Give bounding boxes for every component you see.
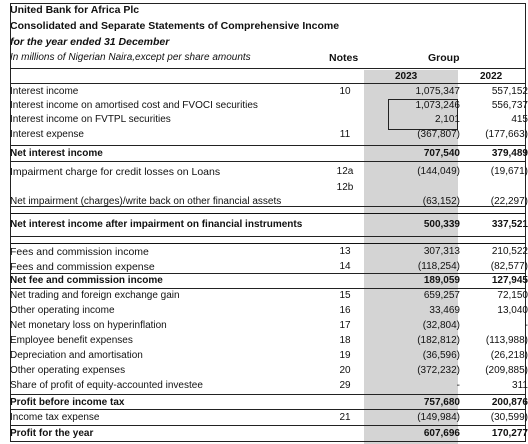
- rule: [10, 273, 526, 274]
- value-2023: 307,313: [423, 246, 460, 257]
- value-2023: (367,807): [417, 129, 460, 140]
- value-2022: (113,988): [485, 335, 528, 346]
- row-label: Other operating income: [10, 305, 115, 316]
- value-2023: -: [456, 380, 460, 391]
- row-note: 13: [339, 246, 351, 257]
- row-note: 12a: [336, 166, 354, 177]
- value-2023: (372,232): [417, 365, 460, 376]
- row-label: Fees and commission income: [10, 246, 149, 258]
- value-2023: 659,257: [423, 290, 460, 301]
- value-2022: 13,040: [497, 305, 528, 316]
- group-header: Group: [428, 52, 460, 64]
- row-note: 11: [339, 129, 351, 140]
- value-2023: 707,540: [423, 148, 460, 159]
- company-name: United Bank for Africa Plc: [10, 4, 140, 16]
- row-label: Interest expense: [10, 129, 84, 140]
- rule: [10, 236, 526, 237]
- rule: [10, 243, 526, 244]
- value-2022: (30,599): [490, 412, 528, 423]
- value-2023: (182,812): [417, 335, 460, 346]
- value-2023: 500,339: [423, 219, 460, 230]
- row-label: Impairment charge for credit losses on Loans: [10, 166, 221, 178]
- row-note: 10: [339, 86, 351, 97]
- value-2022: (177,663): [485, 129, 528, 140]
- value-2022: 200,876: [491, 397, 528, 408]
- row-label: Interest income on FVTPL securities: [10, 114, 171, 125]
- value-2022: (22,297): [490, 196, 528, 207]
- row-label: Other operating expenses: [10, 365, 126, 376]
- rule: [10, 288, 526, 289]
- row-note: 17: [339, 320, 351, 331]
- value-2022: 337,521: [491, 219, 528, 230]
- rule: [10, 441, 526, 442]
- row-note: 19: [339, 350, 351, 361]
- value-2023: (63,152): [422, 196, 460, 207]
- value-2023: 189,059: [423, 275, 460, 286]
- row-note: 14: [339, 261, 351, 272]
- value-2023: (144,049): [417, 166, 460, 177]
- rule: [10, 161, 526, 162]
- rule: [10, 425, 526, 426]
- value-2022: 557,152: [491, 86, 528, 97]
- row-note: 21: [339, 412, 351, 423]
- row-label: Employee benefit expenses: [10, 335, 133, 346]
- value-2023: (118,254): [417, 261, 460, 272]
- value-2022: 379,489: [491, 148, 528, 159]
- value-2022: 210,522: [491, 246, 528, 257]
- value-2022: (82,577): [490, 261, 528, 272]
- row-label: Profit for the year: [10, 428, 94, 439]
- rule: [10, 145, 526, 146]
- statement-period: for the year ended 31 December: [10, 36, 170, 48]
- row-note: 12b: [336, 182, 354, 193]
- row-note: 15: [339, 290, 351, 301]
- rule: [10, 394, 526, 395]
- row-label: Share of profit of equity-accounted investee: [10, 380, 203, 391]
- value-2022: 415: [511, 114, 528, 125]
- value-2023: 1,075,347: [415, 86, 460, 97]
- value-2022: (26,218): [490, 350, 528, 361]
- notes-header: Notes: [329, 52, 359, 64]
- row-label: Net interest income after impairment on financial instruments: [10, 219, 303, 230]
- row-label: Net interest income: [10, 148, 103, 159]
- rule: [10, 83, 526, 84]
- units-note: In millions of Nigerian Naira,except per share amounts: [10, 52, 251, 63]
- value-2023: 1,073,246: [415, 100, 460, 111]
- rule: [10, 213, 526, 214]
- value-2022: (19,671): [490, 166, 528, 177]
- row-note: 20: [339, 365, 351, 376]
- value-2023: 757,680: [423, 397, 460, 408]
- row-note: 16: [339, 305, 351, 316]
- value-2022: -: [524, 320, 528, 331]
- row-label: Depreciation and amortisation: [10, 350, 143, 361]
- row-label: Net trading and foreign exchange gain: [10, 290, 180, 301]
- value-2023: 607,696: [423, 428, 460, 439]
- value-2023: (32,804): [422, 320, 460, 331]
- rule: [10, 68, 526, 69]
- row-label: Interest income: [10, 86, 79, 97]
- row-label: Net impairment (charges)/write back on other financial assets: [10, 196, 282, 207]
- value-2023: (149,984): [417, 412, 460, 423]
- row-label: Interest income on amortised cost and FVOCI securities: [10, 100, 258, 111]
- value-2022: (209,885): [485, 365, 528, 376]
- row-label: Net monetary loss on hyperinflation: [10, 320, 167, 331]
- row-label: Profit before income tax: [10, 397, 125, 408]
- row-label: Income tax expense: [10, 412, 100, 423]
- value-2022: 72,150: [497, 290, 528, 301]
- row-note: 18: [339, 335, 351, 346]
- row-label: Net fee and commission income: [10, 275, 163, 286]
- value-2022: 556,737: [491, 100, 528, 111]
- value-2022: 311: [512, 380, 528, 391]
- statement-title: Consolidated and Separate Statements of Comprehensive Income: [10, 20, 340, 32]
- row-note: 29: [339, 380, 351, 391]
- row-label: Fees and commission expense: [10, 261, 155, 273]
- value-2022: 127,945: [491, 275, 528, 286]
- value-2022: 170,277: [491, 428, 528, 439]
- rule: [10, 3, 526, 4]
- rule: [10, 409, 526, 410]
- year-2023-header: 2023: [395, 71, 418, 82]
- value-2023: 33,469: [429, 305, 460, 316]
- value-2023: (36,596): [422, 350, 460, 361]
- year-2022-header: 2022: [480, 71, 503, 82]
- value-2023: 2,101: [434, 114, 460, 125]
